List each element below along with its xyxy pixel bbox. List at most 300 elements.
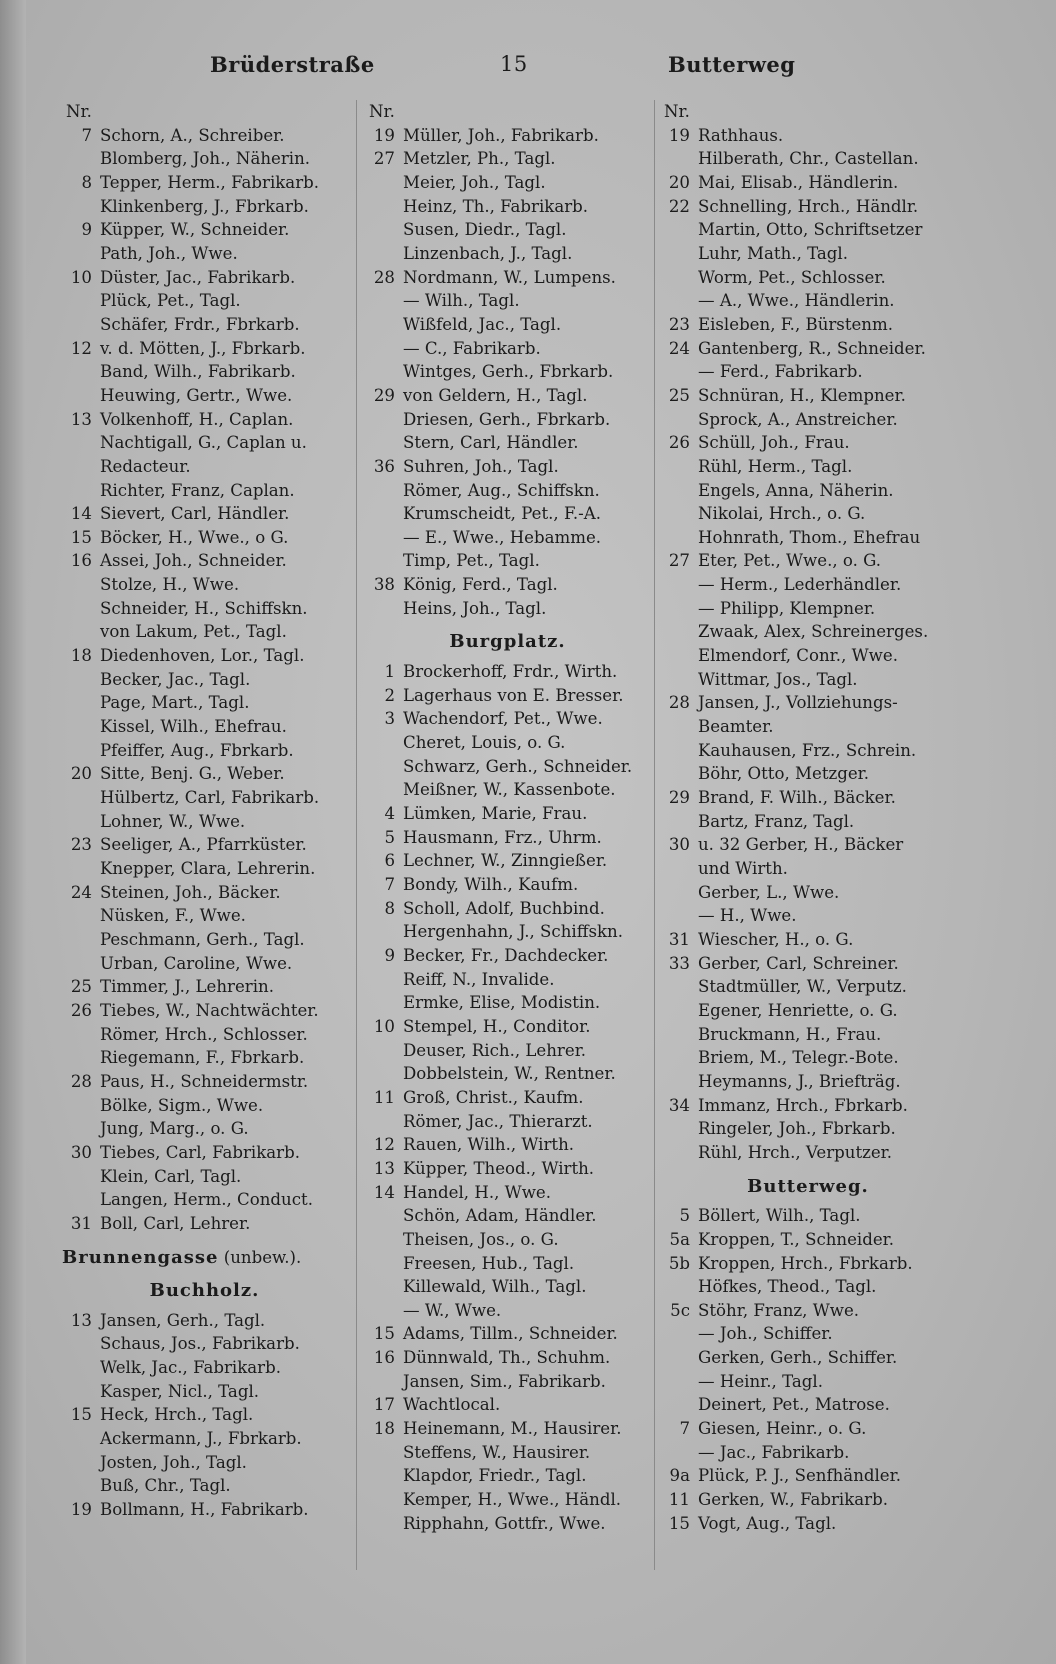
column-rule xyxy=(356,100,357,1570)
house-number: 9 xyxy=(384,945,395,965)
resident-entry: Heinz, Th., Fabrikarb. xyxy=(403,196,589,216)
house-number: 8 xyxy=(81,172,92,192)
directory-entry xyxy=(365,1346,650,1370)
house-number: 1 xyxy=(384,662,395,682)
directory-entry xyxy=(660,1512,956,1536)
house-number xyxy=(62,1094,100,1118)
house-number: 28 xyxy=(668,693,690,713)
resident-entry: Lohner, W., Wwe. xyxy=(100,811,246,831)
directory-entry xyxy=(62,1474,347,1498)
directory-entry xyxy=(62,952,347,976)
house-number: 31 xyxy=(70,1213,92,1233)
house-number xyxy=(660,1370,698,1394)
house-number xyxy=(62,1427,100,1451)
resident-entry: — C., Fabrikarb. xyxy=(403,338,541,358)
house-number: 17 xyxy=(373,1395,395,1415)
resident-entry: Kroppen, Hrch., Fbrkarb. xyxy=(698,1253,913,1273)
house-number xyxy=(365,597,403,621)
resident-entry: Lechner, W., Zinngießer. xyxy=(403,851,608,871)
directory-entry xyxy=(660,1346,956,1370)
house-number: 20 xyxy=(70,764,92,784)
directory-entry xyxy=(365,1252,650,1276)
directory-entry xyxy=(660,573,956,597)
house-number: 29 xyxy=(668,788,690,808)
directory-entry xyxy=(660,502,956,526)
directory-entry xyxy=(660,1117,956,1141)
directory-entry xyxy=(365,1110,650,1134)
directory-entry xyxy=(62,1141,347,1165)
directory-entry xyxy=(660,171,956,195)
directory-entry xyxy=(660,195,956,219)
directory-entry xyxy=(365,313,650,337)
resident-entry: Heck, Hrch., Tagl. xyxy=(100,1405,254,1425)
directory-entry xyxy=(660,1275,956,1299)
directory-entry xyxy=(62,171,347,195)
directory-entry xyxy=(62,313,347,337)
resident-entry: Egener, Henriette, o. G. xyxy=(698,1000,898,1020)
house-number xyxy=(660,526,698,550)
resident-entry: Theisen, Jos., o. G. xyxy=(403,1229,559,1249)
resident-entry: Meier, Joh., Tagl. xyxy=(403,172,546,192)
directory-entry xyxy=(660,313,956,337)
directory-entry xyxy=(365,1181,650,1205)
resident-entry: Sievert, Carl, Händler. xyxy=(100,504,290,524)
resident-entry: Wintges, Gerh., Fbrkarb. xyxy=(403,362,614,382)
resident-entry: — A., Wwe., Händlerin. xyxy=(698,291,895,311)
resident-entry: Hilberath, Chr., Castellan. xyxy=(698,149,919,169)
resident-entry: Page, Mart., Tagl. xyxy=(100,693,250,713)
directory-entry xyxy=(62,573,347,597)
resident-entry: Krumscheidt, Pet., F.-A. xyxy=(403,504,602,524)
directory-entry xyxy=(660,691,956,715)
resident-entry: Gerber, L., Wwe. xyxy=(698,882,840,902)
house-number xyxy=(365,1062,403,1086)
house-number xyxy=(62,384,100,408)
directory-entry xyxy=(62,1427,347,1451)
resident-entry: Band, Wilh., Fabrikarb. xyxy=(100,362,296,382)
directory-entry xyxy=(365,873,650,897)
brunnengasse-heading xyxy=(62,1246,347,1270)
resident-entry: Kasper, Nicl., Tagl. xyxy=(100,1381,260,1401)
directory-entry xyxy=(365,826,650,850)
directory-entry xyxy=(365,266,650,290)
directory-entry xyxy=(660,289,956,313)
directory-entry xyxy=(660,147,956,171)
directory-entry xyxy=(365,124,650,148)
directory-entry xyxy=(62,1332,347,1356)
house-number: 14 xyxy=(70,504,92,524)
house-number xyxy=(62,1474,100,1498)
resident-entry: Suhren, Joh., Tagl. xyxy=(403,456,559,476)
house-number xyxy=(660,573,698,597)
house-number: 15 xyxy=(668,1513,690,1533)
house-number xyxy=(365,1370,403,1394)
resident-entry: Eter, Pet., Wwe., o. G. xyxy=(698,551,882,571)
directory-entry xyxy=(660,999,956,1023)
house-number: 7 xyxy=(679,1419,690,1439)
column-3 xyxy=(660,100,956,1535)
directory-entry xyxy=(62,999,347,1023)
house-number: 38 xyxy=(373,575,395,595)
house-number xyxy=(365,991,403,1015)
house-number: 25 xyxy=(668,385,690,405)
resident-entry: Langen, Herm., Conduct. xyxy=(100,1190,313,1210)
directory-entry xyxy=(62,1356,347,1380)
directory-entry xyxy=(660,1141,956,1165)
directory-entry xyxy=(365,218,650,242)
house-number xyxy=(62,1356,100,1380)
nr-label: Nr. xyxy=(66,102,92,121)
directory-entry xyxy=(365,897,650,921)
house-number xyxy=(62,1188,100,1212)
directory-entry xyxy=(365,1512,650,1536)
directory-entry xyxy=(365,707,650,731)
resident-entry: Josten, Joh., Tagl. xyxy=(100,1452,247,1472)
resident-entry: Rauen, Wilh., Wirth. xyxy=(403,1135,575,1155)
resident-entry: — W., Wwe. xyxy=(403,1300,502,1320)
directory-entry xyxy=(365,597,650,621)
resident-entry: Scholl, Adolf, Buchbind. xyxy=(403,898,605,918)
directory-entry xyxy=(365,289,650,313)
resident-entry: Bollmann, H., Fabrikarb. xyxy=(100,1500,309,1520)
house-number xyxy=(62,479,100,503)
resident-entry: Cheret, Louis, o. G. xyxy=(403,733,566,753)
resident-entry: Jansen, Gerh., Tagl. xyxy=(100,1310,266,1330)
directory-entry xyxy=(660,1228,956,1252)
resident-entry: Schüll, Joh., Frau. xyxy=(698,433,850,453)
directory-entry xyxy=(660,1417,956,1441)
directory-entry xyxy=(365,1417,650,1441)
directory-entry xyxy=(62,1380,347,1404)
resident-entry: Bölke, Sigm., Wwe. xyxy=(100,1095,264,1115)
house-number xyxy=(365,1488,403,1512)
resident-entry: Böhr, Otto, Metzger. xyxy=(698,764,870,784)
directory-entry xyxy=(62,218,347,242)
house-number xyxy=(62,1117,100,1141)
house-number: 10 xyxy=(373,1016,395,1036)
house-number xyxy=(62,242,100,266)
house-number xyxy=(660,242,698,266)
resident-entry: Bartz, Franz, Tagl. xyxy=(698,811,855,831)
house-number: 19 xyxy=(70,1500,92,1520)
house-number xyxy=(365,479,403,503)
house-number: 15 xyxy=(373,1324,395,1344)
house-number: 19 xyxy=(668,125,690,145)
house-number xyxy=(660,999,698,1023)
directory-entry xyxy=(365,360,650,384)
directory-entry xyxy=(660,431,956,455)
street-heading-note: (unbew.). xyxy=(223,1247,302,1267)
resident-entry: Lagerhaus von E. Bresser. xyxy=(403,685,624,705)
resident-entry: Immanz, Hrch., Fbrkarb. xyxy=(698,1095,908,1115)
directory-entry xyxy=(365,1086,650,1110)
resident-entry: Elmendorf, Conr., Wwe. xyxy=(698,646,898,666)
directory-entry xyxy=(62,691,347,715)
resident-entry: Heins, Joh., Tagl. xyxy=(403,598,547,618)
house-number xyxy=(62,455,100,479)
resident-entry: Hausmann, Frz., Uhrm. xyxy=(403,827,602,847)
resident-entry: Gantenberg, R., Schneider. xyxy=(698,338,926,358)
house-number xyxy=(365,1512,403,1536)
directory-entry xyxy=(365,1204,650,1228)
directory-entry xyxy=(365,147,650,171)
butterweg-entries xyxy=(660,1204,956,1535)
house-number: 11 xyxy=(373,1087,395,1107)
resident-entry: Schön, Adam, Händler. xyxy=(403,1206,597,1226)
resident-entry: Bruckmann, H., Frau. xyxy=(698,1024,882,1044)
resident-entry: — H., Wwe. xyxy=(698,906,797,926)
directory-entry xyxy=(660,1094,956,1118)
house-number: 27 xyxy=(373,149,395,169)
resident-entry: Deinert, Pet., Matrose. xyxy=(698,1395,890,1415)
house-number xyxy=(660,1023,698,1047)
directory-entry xyxy=(365,991,650,1015)
resident-entry: Müller, Joh., Fabrikarb. xyxy=(403,125,599,145)
house-number xyxy=(62,786,100,810)
resident-entry: von Lakum, Pet., Tagl. xyxy=(100,622,287,642)
buchholz-entries xyxy=(62,1309,347,1522)
directory-entry xyxy=(365,1393,650,1417)
directory-entry xyxy=(62,455,347,479)
directory-entry xyxy=(365,755,650,779)
house-number xyxy=(660,479,698,503)
directory-entry xyxy=(660,952,956,976)
house-number xyxy=(62,715,100,739)
directory-entry xyxy=(365,778,650,802)
directory-entry xyxy=(62,715,347,739)
directory-entry xyxy=(660,739,956,763)
directory-entry xyxy=(660,526,956,550)
resident-entry: Gerken, Gerh., Schiffer. xyxy=(698,1348,898,1368)
directory-entry xyxy=(660,975,956,999)
resident-entry: Martin, Otto, Schriftsetzer xyxy=(698,220,923,240)
directory-entry xyxy=(365,573,650,597)
resident-entry: Wißfeld, Jac., Tagl. xyxy=(403,314,562,334)
directory-entry xyxy=(62,384,347,408)
directory-entry xyxy=(365,1441,650,1465)
directory-entry xyxy=(62,479,347,503)
directory-entry xyxy=(660,786,956,810)
resident-entry: Urban, Caroline, Wwe. xyxy=(100,953,293,973)
resident-entry: Bondy, Wilh., Kaufm. xyxy=(403,875,579,894)
house-number xyxy=(365,502,403,526)
header-left-street: Brüderstraße xyxy=(210,52,375,77)
directory-entry xyxy=(660,1322,956,1346)
resident-entry: Römer, Hrch., Schlosser. xyxy=(100,1024,308,1044)
directory-entry xyxy=(62,644,347,668)
resident-entry: und Wirth. xyxy=(698,859,788,878)
resident-entry: Hülbertz, Carl, Fabrikarb. xyxy=(100,788,320,808)
house-number: 14 xyxy=(373,1182,395,1202)
street-heading: Brunnengasse xyxy=(62,1246,219,1268)
house-number: 3 xyxy=(384,709,395,729)
nr-label: Nr. xyxy=(369,102,395,121)
house-number xyxy=(62,952,100,976)
house-number: 7 xyxy=(384,875,395,894)
resident-entry: Peschmann, Gerh., Tagl. xyxy=(100,929,305,949)
house-number: 36 xyxy=(373,456,395,476)
resident-entry: Schnüran, H., Klempner. xyxy=(698,385,906,405)
resident-entry: Tiebes, W., Nachtwächter. xyxy=(100,1000,319,1020)
directory-entry xyxy=(660,218,956,242)
resident-entry: Deuser, Rich., Lehrer. xyxy=(403,1040,587,1060)
directory-entry xyxy=(660,360,956,384)
resident-entry: Brockerhoff, Frdr., Wirth. xyxy=(403,662,618,682)
house-number: 9 xyxy=(81,220,92,240)
house-number xyxy=(660,1441,698,1465)
house-number: 26 xyxy=(668,433,690,453)
resident-entry: Schäfer, Frdr., Fbrkarb. xyxy=(100,314,300,334)
directory-entry xyxy=(62,975,347,999)
house-number xyxy=(365,526,403,550)
resident-entry: Plück, P. J., Senfhändler. xyxy=(698,1466,902,1486)
house-number xyxy=(660,644,698,668)
directory-entry xyxy=(660,1046,956,1070)
resident-entry: Jansen, Sim., Fabrikarb. xyxy=(403,1371,606,1391)
resident-entry: Blomberg, Joh., Näherin. xyxy=(100,149,311,169)
resident-entry: Stadtmüller, W., Verputz. xyxy=(698,977,907,997)
house-number xyxy=(660,620,698,644)
directory-entry xyxy=(365,526,650,550)
resident-entry: Beamter. xyxy=(698,717,774,737)
directory-entry xyxy=(660,1204,956,1228)
resident-entry: Buß, Chr., Tagl. xyxy=(100,1476,231,1496)
house-number xyxy=(660,1393,698,1417)
directory-entry xyxy=(62,786,347,810)
resident-entry: Jansen, J., Vollziehungs- xyxy=(698,693,898,713)
house-number xyxy=(660,1346,698,1370)
directory-entry xyxy=(660,266,956,290)
directory-entry xyxy=(62,1309,347,1333)
directory-entry xyxy=(62,337,347,361)
house-number xyxy=(62,857,100,881)
resident-entry: — Joh., Schiffer. xyxy=(698,1324,833,1344)
house-number xyxy=(62,739,100,763)
house-number: 4 xyxy=(384,804,395,824)
house-number xyxy=(62,928,100,952)
resident-entry: Meißner, W., Kassenbote. xyxy=(403,780,616,800)
resident-entry: Klinkenberg, J., Fbrkarb. xyxy=(100,196,309,216)
house-number xyxy=(62,147,100,171)
house-number xyxy=(365,431,403,455)
directory-entry xyxy=(365,431,650,455)
resident-entry: Becker, Fr., Dachdecker. xyxy=(403,945,609,965)
directory-entry xyxy=(365,1157,650,1181)
resident-entry: Pfeiffer, Aug., Fbrkarb. xyxy=(100,740,294,760)
house-number xyxy=(660,715,698,739)
column-1-entries xyxy=(62,124,347,1236)
resident-entry: Seeliger, A., Pfarrküster. xyxy=(100,835,307,855)
resident-entry: Linzenbach, J., Tagl. xyxy=(403,243,573,263)
directory-entry xyxy=(365,1062,650,1086)
resident-entry: König, Ferd., Tagl. xyxy=(403,575,558,595)
house-number xyxy=(365,755,403,779)
house-number: 19 xyxy=(373,125,395,145)
directory-entry xyxy=(365,502,650,526)
directory-entry xyxy=(660,1070,956,1094)
directory-entry xyxy=(62,1188,347,1212)
resident-entry: Groß, Christ., Kaufm. xyxy=(403,1087,584,1107)
resident-entry: Paus, H., Schneidermstr. xyxy=(100,1071,309,1091)
directory-entry xyxy=(62,857,347,881)
directory-entry xyxy=(660,455,956,479)
house-number xyxy=(62,904,100,928)
house-number: 23 xyxy=(70,835,92,855)
house-number: 31 xyxy=(668,929,690,949)
house-number xyxy=(365,1441,403,1465)
directory-entry xyxy=(62,1451,347,1475)
resident-entry: Rühl, Hrch., Verputzer. xyxy=(698,1142,893,1162)
directory-entry xyxy=(62,289,347,313)
house-number: 24 xyxy=(668,338,690,358)
resident-entry: Path, Joh., Wwe. xyxy=(100,243,238,263)
resident-entry: Tepper, Herm., Fabrikarb. xyxy=(100,172,320,192)
house-number xyxy=(660,668,698,692)
house-number: 12 xyxy=(373,1135,395,1155)
resident-entry: Stempel, H., Conditor. xyxy=(403,1016,591,1036)
directory-entry xyxy=(62,668,347,692)
directory-entry xyxy=(62,1117,347,1141)
running-header xyxy=(60,52,1040,92)
resident-entry: Timp, Pet., Tagl. xyxy=(403,551,540,571)
resident-entry: Kissel, Wilh., Ehefrau. xyxy=(100,717,287,737)
directory-entry xyxy=(62,1070,347,1094)
house-number xyxy=(365,337,403,361)
house-number: 5c xyxy=(670,1300,690,1320)
house-number xyxy=(62,195,100,219)
resident-entry: Römer, Jac., Thierarzt. xyxy=(403,1111,593,1131)
directory-entry xyxy=(62,549,347,573)
resident-entry: Küpper, W., Schneider. xyxy=(100,220,290,240)
house-number xyxy=(62,1023,100,1047)
directory-entry xyxy=(365,408,650,432)
resident-entry: — Ferd., Fabrikarb. xyxy=(698,362,863,382)
directory-entry xyxy=(660,1299,956,1323)
resident-entry: Metzler, Ph., Tagl. xyxy=(403,149,556,169)
resident-entry: Becker, Jac., Tagl. xyxy=(100,669,251,689)
house-number xyxy=(62,620,100,644)
resident-entry: Schneider, H., Schiffskn. xyxy=(100,598,308,618)
resident-entry: Schorn, A., Schreiber. xyxy=(100,125,285,145)
resident-entry: Gerber, Carl, Schreiner. xyxy=(698,953,899,973)
house-number: 23 xyxy=(668,314,690,334)
resident-entry: Welk, Jac., Fabrikarb. xyxy=(100,1358,282,1378)
resident-entry: Ermke, Elise, Modistin. xyxy=(403,993,601,1013)
resident-entry: Stöhr, Franz, Wwe. xyxy=(698,1300,860,1320)
house-number xyxy=(660,147,698,171)
resident-entry: Rathhaus. xyxy=(698,125,784,145)
directory-entry xyxy=(62,597,347,621)
directory-entry xyxy=(660,668,956,692)
resident-entry: Heuwing, Gertr., Wwe. xyxy=(100,385,293,405)
house-number xyxy=(62,1451,100,1475)
resident-entry: Steinen, Joh., Bäcker. xyxy=(100,882,281,902)
directory-entry xyxy=(62,124,347,148)
directory-entry xyxy=(62,810,347,834)
house-number: 20 xyxy=(668,172,690,192)
house-number: 26 xyxy=(70,1000,92,1020)
house-number: 13 xyxy=(70,1310,92,1330)
resident-entry: — Jac., Fabrikarb. xyxy=(698,1442,850,1462)
resident-entry: Luhr, Math., Tagl. xyxy=(698,243,848,263)
resident-entry: Ripphahn, Gottfr., Wwe. xyxy=(403,1513,606,1533)
resident-entry: Steffens, W., Hausirer. xyxy=(403,1442,591,1462)
resident-entry: Volkenhoff, H., Caplan. xyxy=(100,409,294,429)
resident-entry: Nachtigall, G., Caplan u. xyxy=(100,433,307,453)
house-number: 22 xyxy=(668,196,690,216)
directory-entry xyxy=(660,928,956,952)
house-number xyxy=(365,549,403,573)
